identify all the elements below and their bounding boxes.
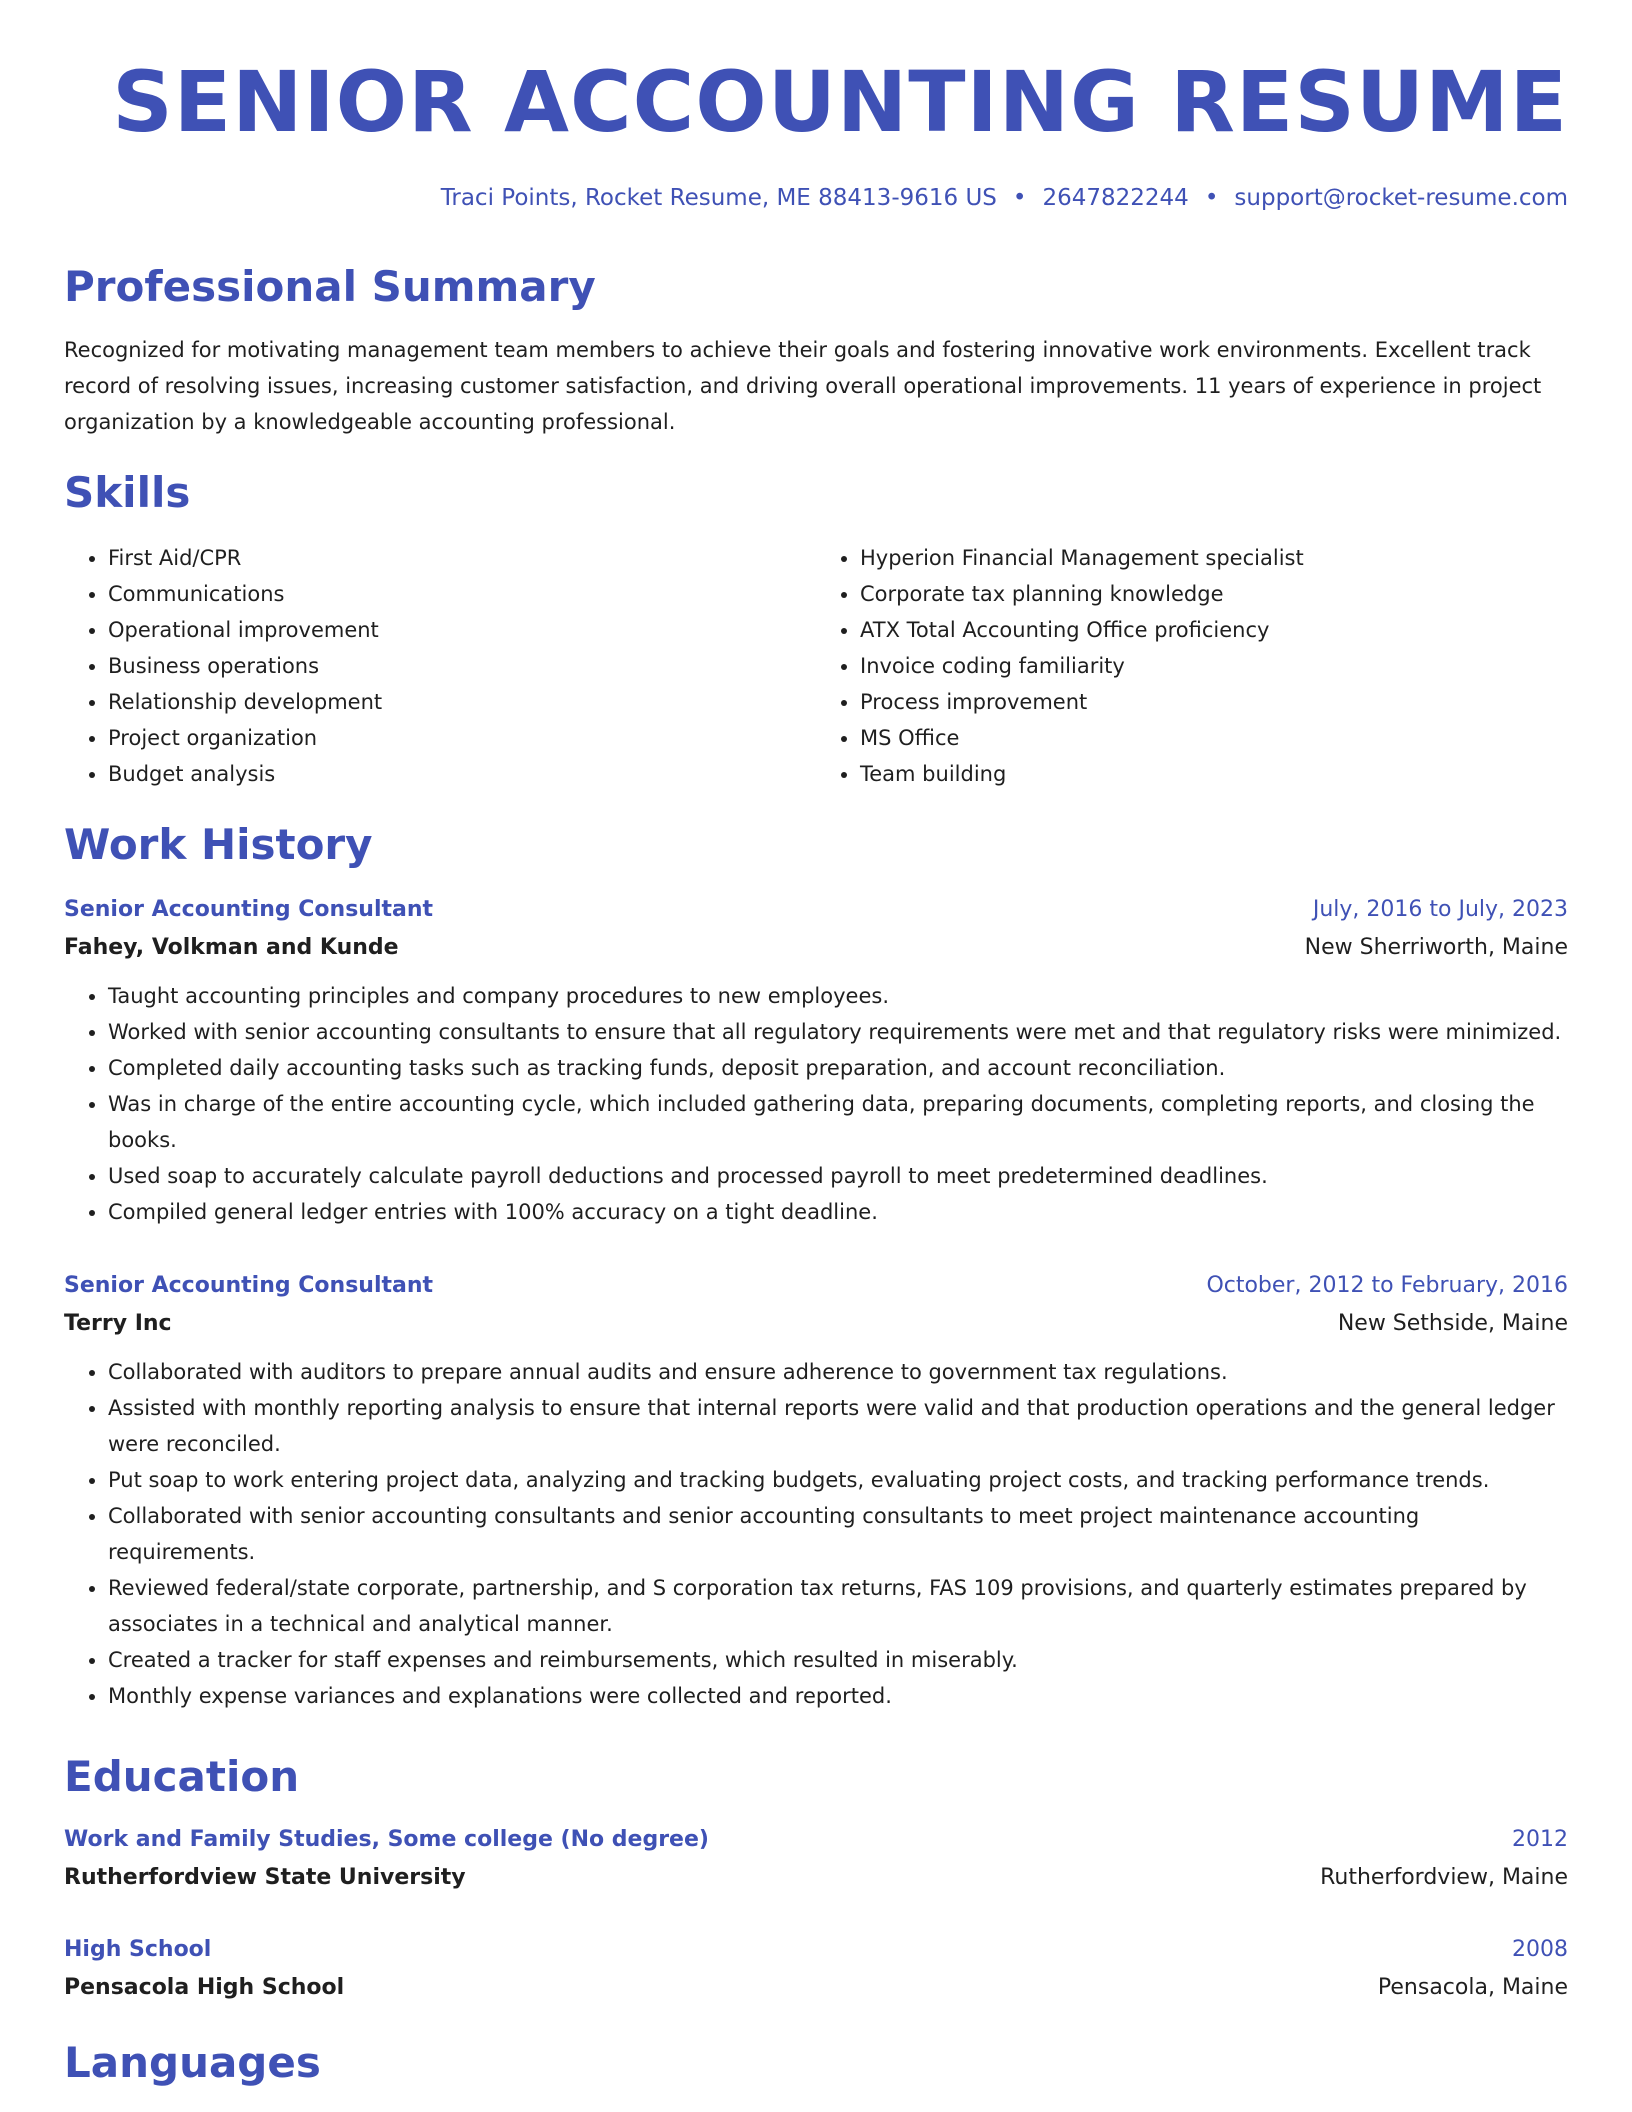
section-heading-work-history: Work History bbox=[64, 820, 373, 869]
skill-item: • Hyperion Financial Management specialist bbox=[860, 540, 1568, 576]
contact-separator: • bbox=[1204, 185, 1219, 211]
job-bullet: • Created a tracker for staff expenses and reimbursements, which resulted in miserably. bbox=[108, 1642, 1568, 1678]
skills-column-left bbox=[64, 540, 816, 792]
skill-item: • Business operations bbox=[108, 648, 816, 684]
job-bullet: • Monthly expense variances and explanations were collected and reported. bbox=[108, 1678, 1568, 1714]
skills-list bbox=[64, 540, 1568, 792]
job-bullet: • Reviewed federal/state corporate, partnership, and S corporation tax returns, FAS 109 provisions, and quarterly estimates prepared by associates in a technical and analytical manner. bbox=[108, 1570, 1568, 1642]
job-title: Senior Accounting Consultant bbox=[64, 1273, 434, 1298]
section-heading-summary: Professional Summary bbox=[64, 262, 596, 311]
job-bullet: • Collaborated with auditors to prepare annual audits and ensure adherence to government tax regulations. bbox=[108, 1354, 1568, 1390]
education-entry bbox=[64, 1822, 1568, 1898]
job-location: New Sherriworth, Maine bbox=[1304, 935, 1568, 960]
contact-email: support@rocket-resume.com bbox=[1234, 185, 1568, 211]
skill-item: • MS Office bbox=[860, 720, 1568, 756]
job-bullets bbox=[64, 978, 1568, 1230]
skill-item: • Budget analysis bbox=[108, 756, 816, 792]
skill-item: • Team building bbox=[860, 756, 1568, 792]
summary-text: Recognized for motivating management team members to achieve their goals and fostering innovative work environments. Excellent track record of resolving issues, increasing customer satisfaction, and driving overall operational improvements. 11 years of experience in project organization by a knowledgeable accounting professional. bbox=[64, 338, 1542, 434]
skill-item: • Project organization bbox=[108, 720, 816, 756]
job-entry bbox=[64, 892, 1568, 1230]
education-school: Pensacola High School bbox=[64, 1975, 345, 2000]
education-school: Rutherfordview State University bbox=[64, 1865, 466, 1890]
job-bullet: • Put soap to work entering project data, analyzing and tracking budgets, evaluating project costs, and tracking performance trends. bbox=[108, 1462, 1568, 1498]
job-bullet: • Collaborated with senior accounting consultants and senior accounting consultants to meet project maintenance accounting requirements. bbox=[108, 1498, 1568, 1570]
skill-item: • Process improvement bbox=[860, 684, 1568, 720]
education-location: Rutherfordview, Maine bbox=[1320, 1865, 1568, 1890]
education-year: 2012 bbox=[1512, 1827, 1568, 1852]
contact-address: Traci Points, Rocket Resume, ME 88413-9616 US bbox=[440, 185, 997, 211]
job-bullet: • Worked with senior accounting consultants to ensure that all regulatory requirements were met and that regulatory risks were minimized. bbox=[108, 1014, 1568, 1050]
job-bullets bbox=[64, 1354, 1568, 1714]
education-degree: Work and Family Studies, Some college (No degree) bbox=[64, 1827, 709, 1852]
job-company: Terry Inc bbox=[64, 1311, 172, 1336]
job-location: New Sethside, Maine bbox=[1337, 1311, 1568, 1336]
skill-item: • ATX Total Accounting Office proficiency bbox=[860, 612, 1568, 648]
job-company: Fahey, Volkman and Kunde bbox=[64, 935, 399, 960]
job-dates: October, 2012 to February, 2016 bbox=[1206, 1273, 1568, 1298]
job-title: Senior Accounting Consultant bbox=[64, 897, 434, 922]
education-year: 2008 bbox=[1512, 1937, 1568, 1962]
skill-item: • Corporate tax planning knowledge bbox=[860, 576, 1568, 612]
skill-item: • Invoice coding familiarity bbox=[860, 648, 1568, 684]
skills-column-right bbox=[816, 540, 1568, 792]
job-bullet: • Taught accounting principles and company procedures to new employees. bbox=[108, 978, 1568, 1014]
contact-separator: • bbox=[1012, 185, 1027, 211]
job-entry bbox=[64, 1268, 1568, 1714]
job-bullet: • Completed daily accounting tasks such as tracking funds, deposit preparation, and account reconciliation. bbox=[108, 1050, 1568, 1086]
contact-line bbox=[441, 182, 1568, 214]
education-entry bbox=[64, 1932, 1568, 2008]
education-location: Pensacola, Maine bbox=[1377, 1975, 1568, 2000]
skill-item: • Relationship development bbox=[108, 684, 816, 720]
resume-title: SENIOR ACCOUNTING RESUME bbox=[112, 53, 1568, 151]
section-heading-education: Education bbox=[64, 1752, 300, 1801]
job-bullet: • Compiled general ledger entries with 100% accuracy on a tight deadline. bbox=[108, 1194, 1568, 1230]
section-heading-skills: Skills bbox=[64, 468, 191, 517]
contact-phone: 2647822244 bbox=[1042, 185, 1189, 211]
job-dates: July, 2016 to July, 2023 bbox=[1312, 897, 1568, 922]
skill-item: • Communications bbox=[108, 576, 816, 612]
education-degree: High School bbox=[64, 1937, 212, 1962]
section-heading-languages: Languages bbox=[64, 2038, 321, 2087]
skill-item: • Operational improvement bbox=[108, 612, 816, 648]
job-bullet: • Was in charge of the entire accounting cycle, which included gathering data, preparing documents, completing reports, and closing the books. bbox=[108, 1086, 1568, 1158]
job-bullet: • Used soap to accurately calculate payroll deductions and processed payroll to meet predetermined deadlines. bbox=[108, 1158, 1568, 1194]
job-bullet: • Assisted with monthly reporting analysis to ensure that internal reports were valid and that production operations and the general ledger were reconciled. bbox=[108, 1390, 1568, 1462]
skill-item: • First Aid/CPR bbox=[108, 540, 816, 576]
